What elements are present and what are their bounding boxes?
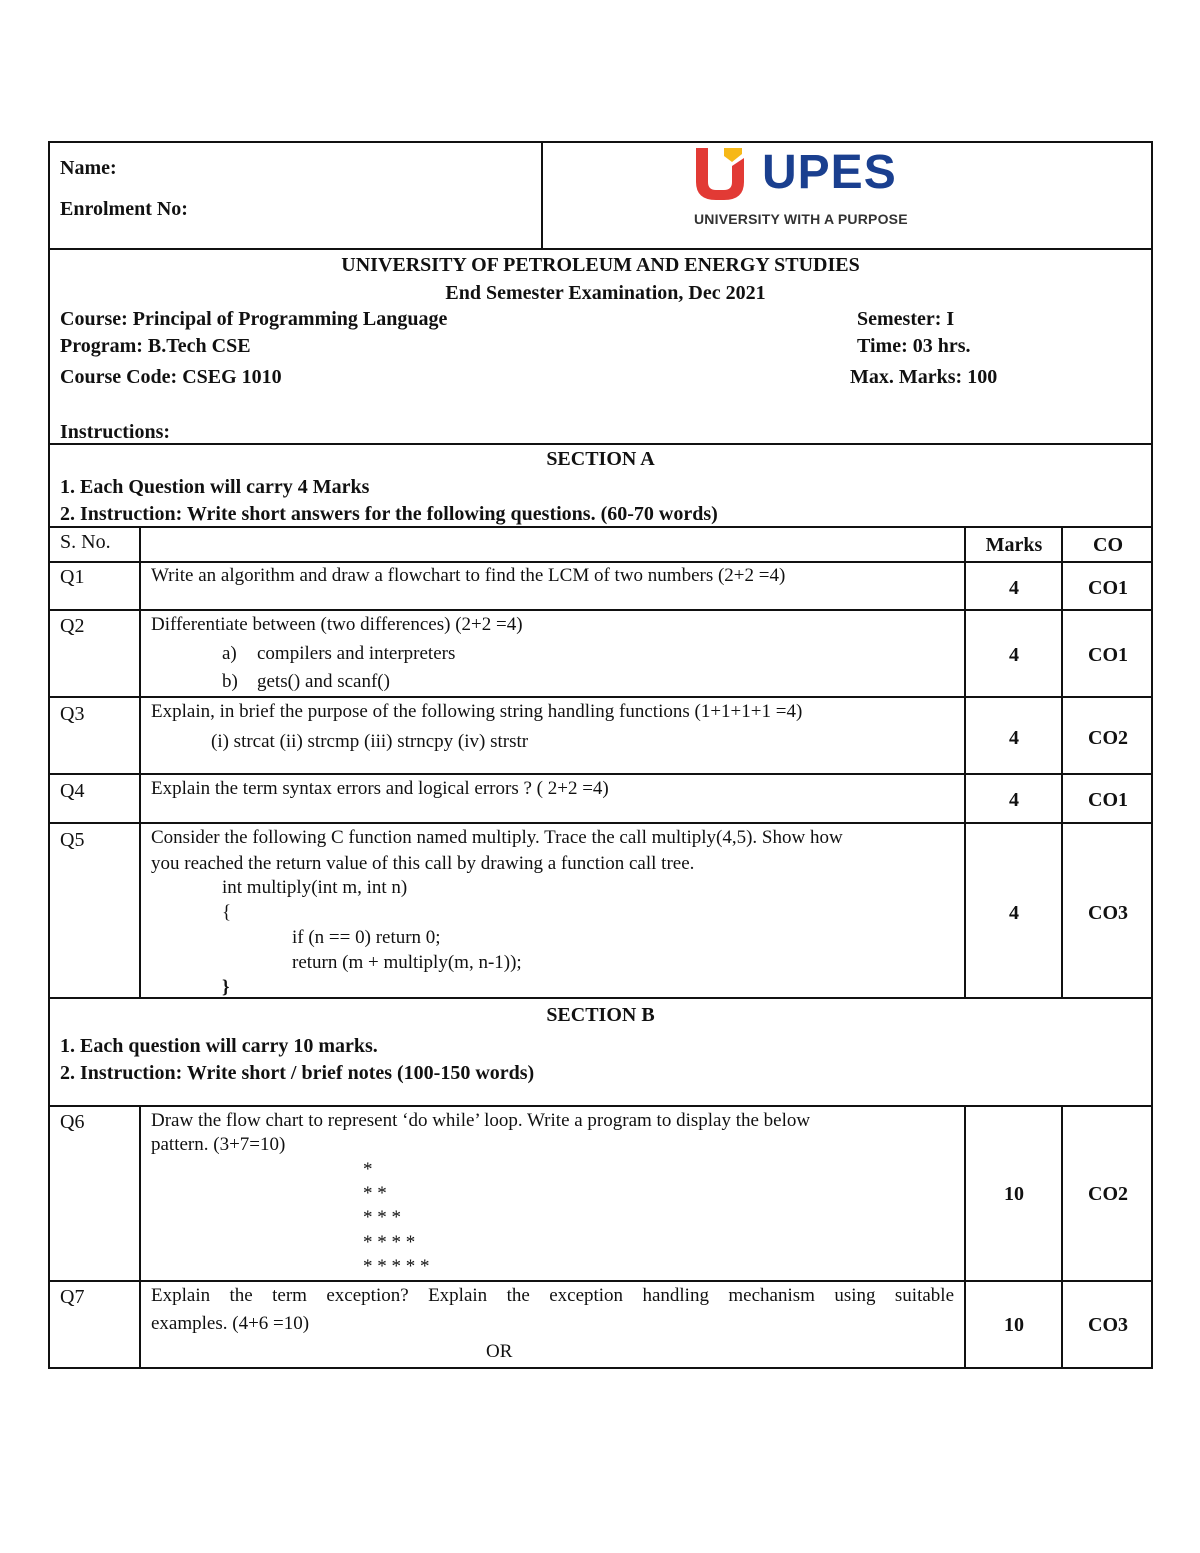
q2-text: Differentiate between (two differences) (2+2 =4) xyxy=(151,614,523,635)
q1-co: CO1 xyxy=(1088,577,1128,599)
col-sno-divider xyxy=(139,526,141,998)
q7-text-line-2: examples. (4+6 =10) xyxy=(151,1313,310,1334)
q4-co: CO1 xyxy=(1088,789,1128,811)
max-marks: Max. Marks: 100 xyxy=(850,366,998,388)
q2-marks: 4 xyxy=(1009,644,1019,666)
q5-number: Q5 xyxy=(60,829,85,851)
q6-pattern-row-5: * * * * * xyxy=(363,1256,430,1277)
q6-marks: 10 xyxy=(1004,1183,1024,1205)
q2-number: Q2 xyxy=(60,615,85,637)
q6-pattern-row-2: * * xyxy=(363,1183,387,1204)
q5-marks: 4 xyxy=(1009,902,1019,924)
program: Program: B.Tech CSE xyxy=(60,335,251,357)
q7-number: Q7 xyxy=(60,1286,85,1308)
q4-number: Q4 xyxy=(60,780,85,802)
q6-text-line-2: pattern. (3+7=10) xyxy=(151,1134,286,1155)
time: Time: 03 hrs. xyxy=(857,335,971,357)
upes-logo-tagline: UNIVERSITY WITH A PURPOSE xyxy=(694,211,908,227)
instructions-label: Instructions: xyxy=(60,421,171,443)
rule-q3 xyxy=(48,773,1153,775)
section-b-note-2: 2. Instruction: Write short / brief notes (100-150 words) xyxy=(60,1062,535,1084)
q1-number: Q1 xyxy=(60,566,85,588)
q3-functions: (i) strcat (ii) strcmp (iii) strncpy (iv) strstr xyxy=(211,731,529,752)
q2-co: CO1 xyxy=(1088,644,1128,666)
rule-q5 xyxy=(48,997,1153,999)
rule-table-top xyxy=(48,526,1153,528)
q6-number: Q6 xyxy=(60,1111,85,1133)
q6-text-line-1: Draw the flow chart to represent ‘do while’ loop. Write a program to display the below xyxy=(151,1110,811,1131)
course-code: Course Code: CSEG 1010 xyxy=(60,366,282,388)
col-head-co: CO xyxy=(1093,534,1123,556)
q5-text-line-1: Consider the following C function named multiply. Trace the call multiply(4,5). Show how xyxy=(151,827,843,848)
q5-text-line-2: you reached the return value of this call by drawing a function call tree. xyxy=(151,853,695,874)
university-name: UNIVERSITY OF PETROLEUM AND ENERGY STUDIES xyxy=(341,254,860,276)
q1-marks: 4 xyxy=(1009,577,1019,599)
q7-or: OR xyxy=(486,1341,513,1362)
q5-code-signature: int multiply(int m, int n) xyxy=(222,877,408,898)
exam-title: End Semester Examination, Dec 2021 xyxy=(445,282,766,304)
q7-text-line-1: Explain the term exception? Explain the exception handling mechanism using suitable xyxy=(151,1285,954,1306)
q6-co: CO2 xyxy=(1088,1183,1128,1205)
q6-pattern-row-1: * xyxy=(363,1159,373,1180)
rule-instructions xyxy=(48,443,1153,445)
q7-co: CO3 xyxy=(1088,1314,1128,1336)
name-label: Name: xyxy=(60,157,117,179)
q5-code-base-case: if (n == 0) return 0; xyxy=(292,927,441,948)
upes-logo-mark-icon xyxy=(694,144,746,202)
upes-logo xyxy=(694,144,914,232)
rule-q2 xyxy=(48,696,1153,698)
q2-option-b-marker: b) xyxy=(222,671,238,692)
rule-q4 xyxy=(48,822,1153,824)
rule-header xyxy=(48,248,1153,250)
q5-co: CO3 xyxy=(1088,902,1128,924)
q7-marks: 10 xyxy=(1004,1314,1024,1336)
rule-head-bottom xyxy=(48,561,1153,563)
q2-option-b-text: gets() and scanf() xyxy=(257,671,390,692)
q5-code-recursive-case: return (m + multiply(m, n-1)); xyxy=(292,952,522,973)
col-head-sno: S. No. xyxy=(60,531,111,553)
q5-code-close-brace: } xyxy=(222,977,230,996)
q5-code-open-brace: { xyxy=(222,902,232,923)
section-a-title: SECTION A xyxy=(546,448,655,470)
section-a-note-1: 1. Each Question will carry 4 Marks xyxy=(60,476,370,498)
q4-text: Explain the term syntax errors and logical errors ? ( 2+2 =4) xyxy=(151,778,609,799)
q6-pattern-row-3: * * * xyxy=(363,1207,401,1228)
q2-option-a-text: compilers and interpreters xyxy=(257,643,456,664)
upes-logo-word: UPES xyxy=(762,146,897,199)
col-sno-divider-b xyxy=(139,1105,141,1369)
q3-marks: 4 xyxy=(1009,727,1019,749)
q6-pattern-row-4: * * * * xyxy=(363,1232,416,1253)
enrolment-label: Enrolment No: xyxy=(60,198,188,220)
section-a-note-2: 2. Instruction: Write short answers for the following questions. (60-70 words) xyxy=(60,503,718,525)
q4-marks: 4 xyxy=(1009,789,1019,811)
semester: Semester: I xyxy=(857,308,955,330)
header-divider xyxy=(541,141,543,249)
q3-text: Explain, in brief the purpose of the following string handling functions (1+1+1+1 =4) xyxy=(151,701,803,722)
q3-co: CO2 xyxy=(1088,727,1128,749)
rule-q1 xyxy=(48,609,1153,611)
q1-text: Write an algorithm and draw a flowchart to find the LCM of two numbers (2+2 =4) xyxy=(151,565,786,586)
q2-option-a-marker: a) xyxy=(222,643,237,664)
rule-q6 xyxy=(48,1280,1153,1282)
course-name: Course: Principal of Programming Language xyxy=(60,308,448,330)
col-head-marks: Marks xyxy=(985,534,1043,556)
section-b-title: SECTION B xyxy=(546,1004,655,1026)
rule-section-b xyxy=(48,1105,1153,1107)
q3-number: Q3 xyxy=(60,703,85,725)
section-b-note-1: 1. Each question will carry 10 marks. xyxy=(60,1035,378,1057)
